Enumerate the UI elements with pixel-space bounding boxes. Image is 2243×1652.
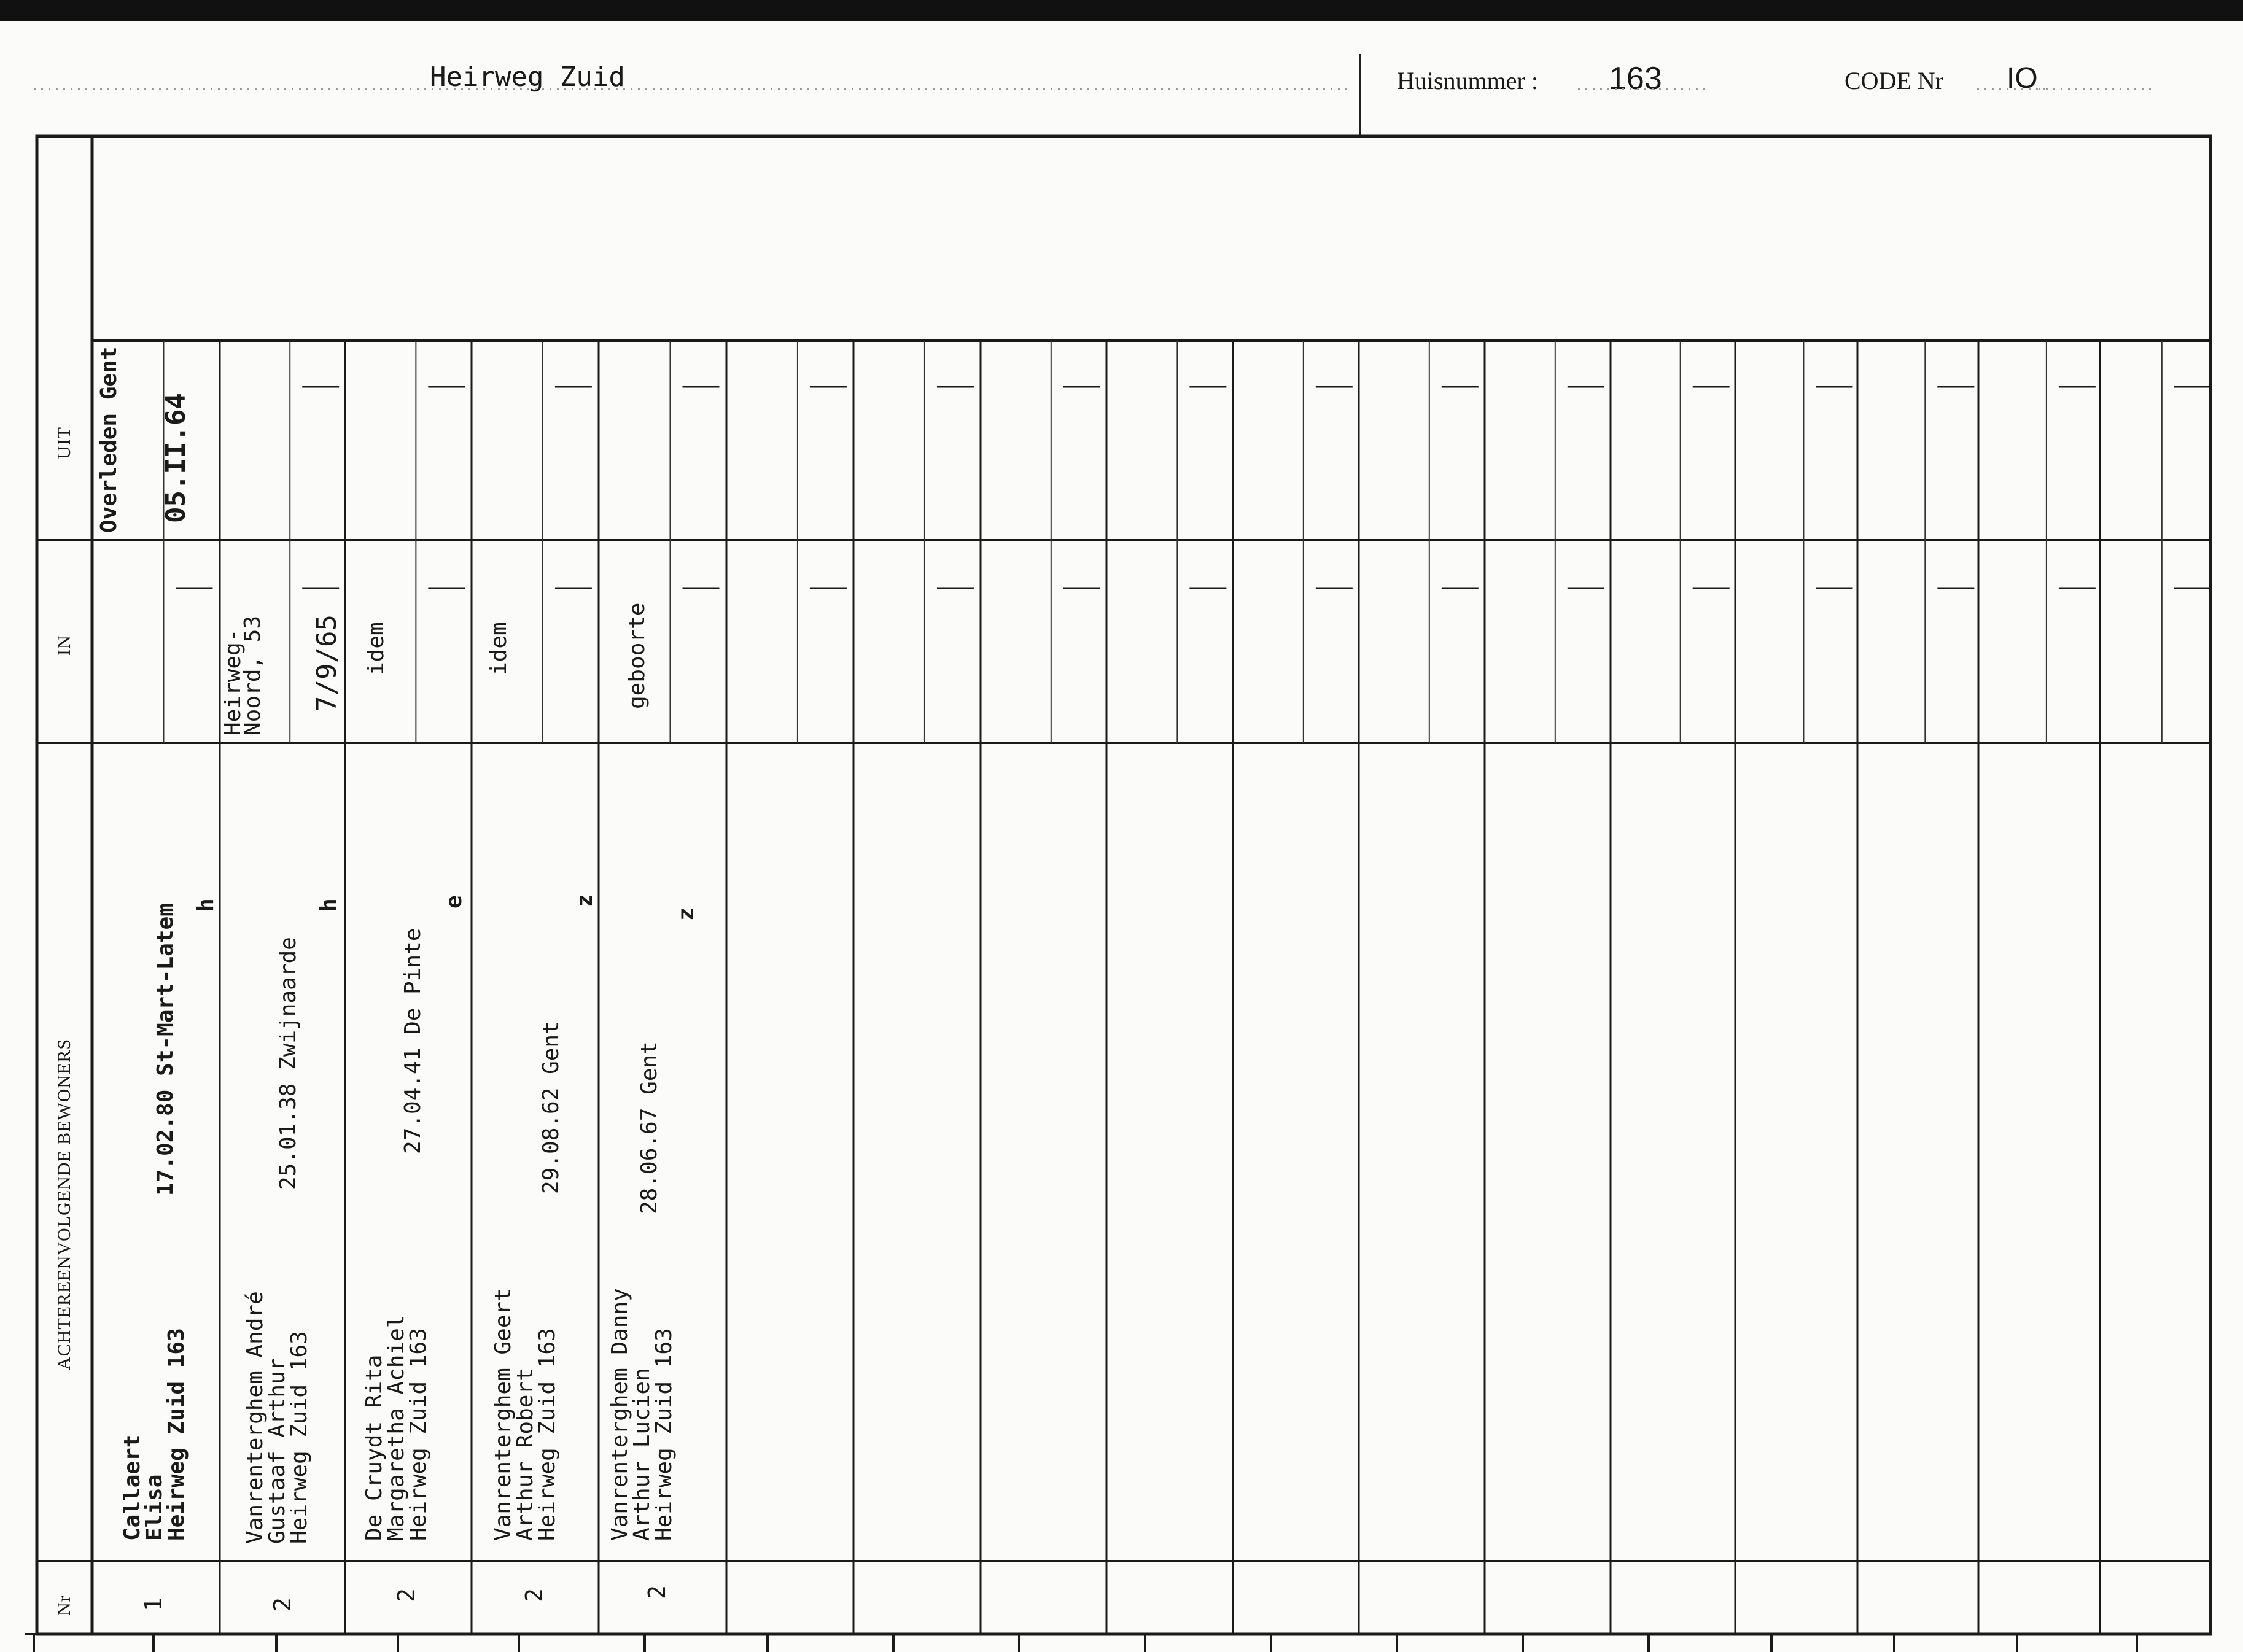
entry-5-names (609, 1288, 675, 1541)
entry-2-in-date: 7/9/65 (311, 615, 343, 712)
entry-5-surname: Vanrenterghem Danny (607, 1288, 632, 1541)
entry-1-birth: 17.02.80 St-Mart-Latem (153, 903, 178, 1196)
entry-5-nr: 2 (643, 1585, 671, 1599)
entry-1-address: Heirweg Zuid 163 (164, 1328, 189, 1541)
code-label: CODE Nr (1845, 67, 1944, 95)
entry-3-first-names: Margaretha Achiel (384, 1314, 409, 1541)
entry-4-names (492, 1288, 559, 1541)
entry-5-in: geboorte (624, 602, 650, 709)
entry-3-address: Heirweg Zuid 163 (406, 1328, 431, 1541)
entry-3-surname: De Cruydt Rita (362, 1354, 387, 1541)
entry-4-code: z (572, 894, 597, 907)
entry-5-first-names: Arthur Lucien (629, 1368, 655, 1541)
entry-3-nr: 2 (393, 1588, 420, 1602)
entry-3-names (363, 1315, 430, 1541)
entry-4-surname: Vanrenterghem Geert (491, 1288, 516, 1541)
entry-2-first-names: Gustaaf Arthur (265, 1357, 290, 1544)
house-number-label: Huisnummer : (1397, 67, 1538, 95)
entry-2-address: Heirweg Zuid 163 (287, 1331, 312, 1544)
column-header-in: IN (54, 635, 74, 656)
entry-4-first-names: Arthur Robert (513, 1368, 538, 1541)
entry-5-birth: 28.06.67 Gent (637, 1041, 662, 1214)
entry-1-out-note: Overleden Gent (96, 346, 122, 533)
entry-1-names (122, 1328, 188, 1541)
entry-4-birth: 29.08.62 Gent (538, 1021, 564, 1194)
entry-1-nr: 1 (140, 1597, 167, 1611)
entry-4-in: idem (486, 622, 511, 675)
entry-4-address: Heirweg Zuid 163 (535, 1328, 560, 1541)
entry-1-code: h (193, 898, 219, 912)
entry-3-code: e (441, 895, 467, 909)
entry-5-address: Heirweg Zuid 163 (651, 1328, 677, 1541)
entry-1-out-date: 05.II.64 (160, 393, 192, 523)
column-header-out: UIT (54, 427, 74, 459)
entry-1-surname: Callaert (120, 1434, 145, 1541)
column-header-residents: ACHTEREENVOLGENDE BEWONERS (54, 1038, 74, 1370)
entry-2-nr: 2 (269, 1597, 296, 1611)
entry-2-in-place: Heirweg-Noord, 53 (220, 615, 265, 735)
column-header-nr: Nr (54, 1595, 74, 1616)
code-value: IO (2007, 62, 2038, 95)
entry-2-code: h (316, 898, 341, 912)
house-number-value: 163 (1609, 61, 1662, 96)
entry-3-birth: 27.04.41 De Pinte (400, 928, 426, 1154)
entry-2-birth: 25.01.38 Zwijnaarde (276, 937, 301, 1190)
entry-3-in: idem (363, 622, 389, 675)
street-name: Heirweg Zuid (430, 61, 625, 93)
entry-2-names (244, 1291, 311, 1544)
entry-4-nr: 2 (521, 1588, 548, 1602)
entry-2-surname: Vanrenterghem André (243, 1291, 268, 1544)
entry-1-first-names: Elisa (142, 1474, 167, 1541)
entry-5-code: z (674, 907, 699, 921)
